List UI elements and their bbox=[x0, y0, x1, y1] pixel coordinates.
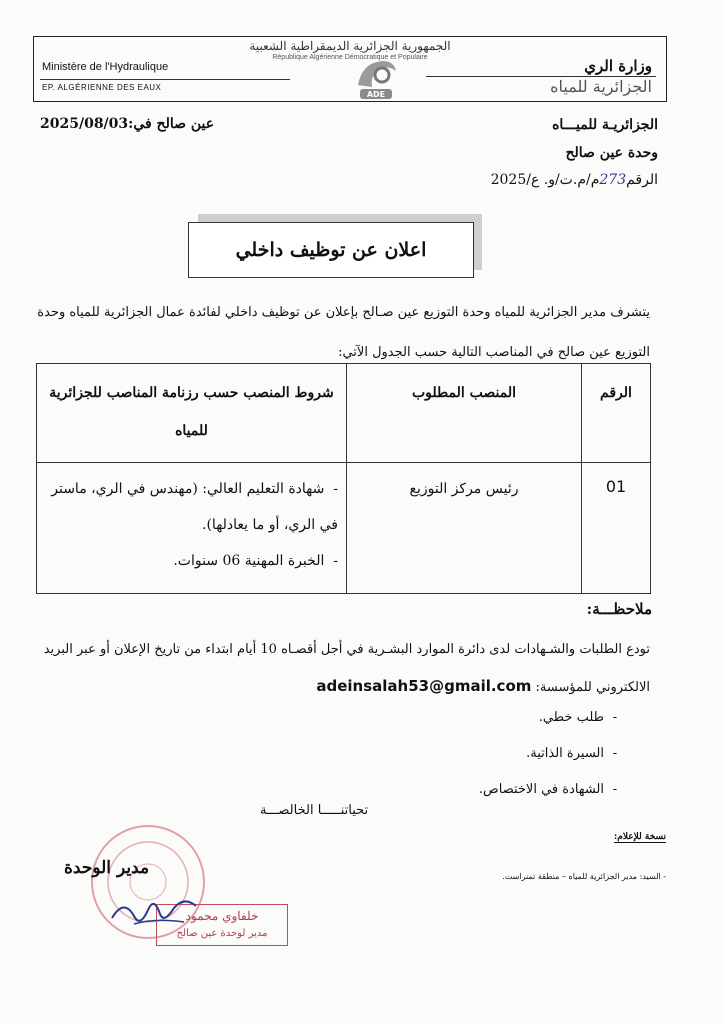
company-name-fr: EP. ALGÉRIENNE DES EAUX bbox=[42, 83, 162, 92]
letterhead bbox=[33, 36, 667, 102]
reference-prefix: الرقم bbox=[626, 172, 658, 188]
logo-text: ADE bbox=[366, 90, 386, 99]
intro-paragraph: يتشرف مدير الجزائرية للمياه وحدة التوزيع عين صـالح بإعلان عن توظيف داخلي لفائدة عمال الجزائرية للمياه وحدة التوزيع عين صالح في المناصب التالية حسب الجدول الآتي: bbox=[37, 305, 650, 360]
place-and-date: عين صالح في:2025/08/03 bbox=[40, 116, 215, 132]
table-header-row bbox=[37, 364, 651, 463]
handwritten-signature-icon bbox=[104, 888, 204, 938]
note-paragraph bbox=[36, 632, 650, 706]
list-item: - طلب خطي. bbox=[479, 700, 626, 736]
jobs-table bbox=[36, 363, 651, 594]
stamp-name: خلفاوي محمود bbox=[185, 909, 259, 923]
organization-name: الجزائريـة للميـــاه bbox=[552, 117, 658, 133]
ministry-name-fr: Ministère de l'Hydraulique bbox=[42, 61, 169, 73]
table-row bbox=[37, 463, 651, 594]
republic-name-ar: الجمهورية الجزائرية الديمقراطية الشعبية bbox=[249, 39, 451, 53]
condition-item: - شهادة التعليم العالي: (مهندس في الري، ماستر في الري، أو ما يعادلها). bbox=[51, 481, 338, 533]
announcement-title: اعلان عن توظيف داخلي bbox=[235, 239, 427, 261]
email-link[interactable]: adeinsalah53@gmail.com bbox=[316, 677, 532, 695]
divider bbox=[40, 79, 290, 80]
list-item: - السيرة الذاتية. bbox=[479, 736, 626, 772]
condition-text: شهادة التعليم العالي: (مهندس في الري، ماستر في الري، أو ما يعادلها). bbox=[51, 481, 338, 533]
required-documents-list bbox=[479, 700, 626, 808]
republic-name-fr: République Algérienne Démocratique et Populaire bbox=[272, 54, 428, 61]
stamp-role: مدير لوحدة عين صالح bbox=[176, 928, 268, 939]
list-item: - الشهادة في الاختصاص. bbox=[479, 772, 626, 808]
unit-name: وحدة عين صالح bbox=[565, 145, 658, 161]
copy-to-label: نسخة للإعلام: bbox=[613, 832, 666, 842]
cell-post: رئيس مركز التوزيع bbox=[347, 463, 582, 594]
condition-text: الخبرة المهنية 06 سنوات. bbox=[173, 553, 325, 569]
header-number: الرقم bbox=[582, 364, 651, 463]
condition-item: - الخبرة المهنية 06 سنوات. bbox=[173, 553, 338, 569]
director-title: مدير الوحدة bbox=[64, 858, 150, 878]
ministry-name-ar: وزارة الري bbox=[584, 57, 652, 75]
header-conditions: شروط المنصب حسب رزنامة المناصب للجزائرية للمياه bbox=[37, 364, 347, 463]
note-text: تودع الطلبات والشـهادات لدى دائرة الموارد البشـرية في أجل أقصـاه 10 أيام ابتداء من تاريخ الإعلان أو عبر البريد الالكتروني للمؤسسة: bbox=[43, 642, 650, 695]
copy-to-item: - السيد: مدير الجزائرية للمياه – منطقة تمنراست. bbox=[502, 872, 666, 881]
reference-suffix: م/م.ت/و. ع/2025 bbox=[490, 172, 600, 188]
reference-number bbox=[491, 172, 658, 188]
cell-number: 01 bbox=[582, 463, 651, 594]
announcement-title-box bbox=[188, 222, 474, 278]
cell-conditions bbox=[37, 463, 347, 594]
reference-handwritten-number: 273 bbox=[599, 172, 627, 188]
greeting: تحياتنـــــا الخالصـــة bbox=[260, 803, 369, 818]
company-name-ar: الجزائرية للمياه bbox=[550, 77, 652, 96]
ade-water-drop-logo-icon bbox=[352, 55, 400, 101]
header-post: المنصب المطلوب bbox=[347, 364, 582, 463]
note-title: ملاحظـــة: bbox=[586, 600, 652, 618]
